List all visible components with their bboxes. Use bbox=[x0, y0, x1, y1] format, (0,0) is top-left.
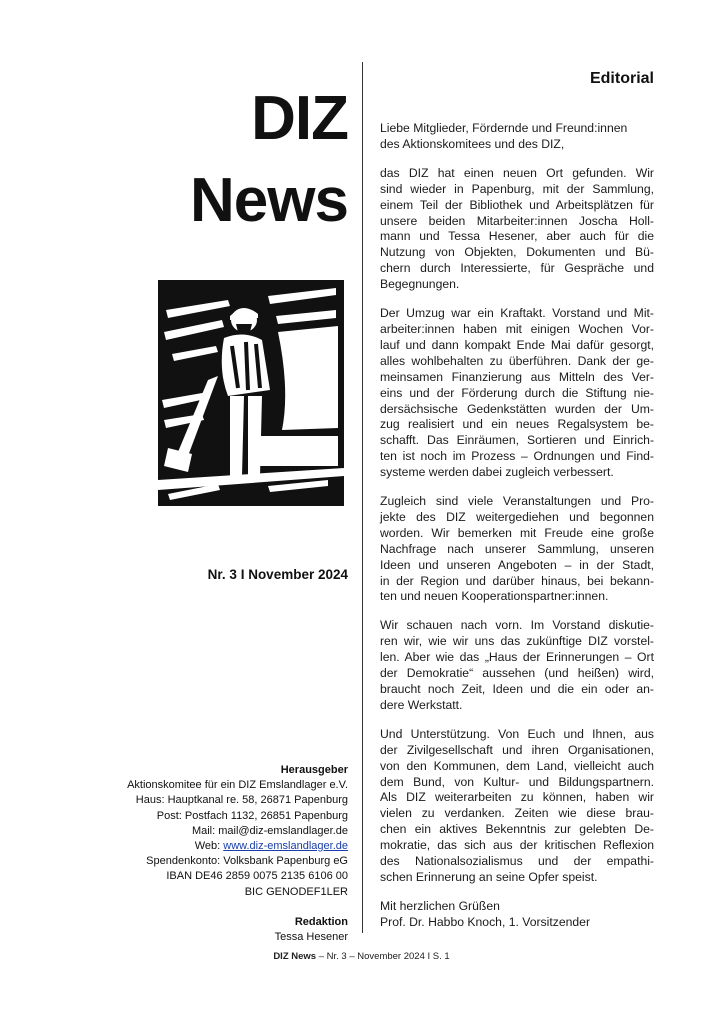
text-line: Nutzung von Objekten, Dokumenten und Bü- bbox=[380, 245, 654, 260]
imprint-web-link[interactable]: www.diz-emslandlager.de bbox=[223, 840, 348, 853]
imprint-label: Herausgeber bbox=[280, 764, 348, 776]
redaktion-name: Tessa Hesener bbox=[274, 931, 348, 944]
imprint-mail: Mail: mail@diz-emslandlager.de bbox=[191, 824, 348, 837]
woodcut-illustration bbox=[158, 280, 344, 506]
paragraph-4 bbox=[380, 618, 654, 713]
text-line: mokratie, das sich aus der kritischen Reflexion bbox=[380, 838, 654, 853]
text-line: Als DIZ weiterarbeiten zu können, haben wir bbox=[380, 790, 654, 805]
text-line: Ideen und unseren Angeboten – in der Stadt, bbox=[380, 557, 654, 572]
text-line: Mit herzlichen Grüßen bbox=[380, 898, 500, 913]
imprint-web-prefix: Web: bbox=[194, 840, 224, 853]
imprint-org: Aktionskomitee für ein DIZ Emslandlager e.V. bbox=[127, 779, 348, 792]
imprint-post: Post: Postfach 1132, 26851 Papenburg bbox=[156, 809, 348, 822]
text-line: chern durch Interessierte, für Gespräche und bbox=[380, 261, 654, 276]
text-line: in der Region und darüber hinaus, bei bekann- bbox=[380, 573, 654, 588]
text-line: ren wir, wie wir uns das zukünftige DIZ vorstel- bbox=[380, 634, 654, 649]
text-line: der Demokratie“ aussehen (und heißen) wird, bbox=[380, 666, 654, 681]
imprint bbox=[88, 763, 348, 945]
text-line: ten ist noch im Prozess – Ordnungen und Find- bbox=[380, 449, 654, 464]
imprint-house: Haus: Hauptkanal re. 58, 26871 Papenburg bbox=[135, 794, 348, 807]
text-line: der Zivilgesellschaft und ihren Organisationen, bbox=[380, 742, 654, 757]
woodcut-figure-icon bbox=[158, 280, 344, 506]
text-line: vielen zu verdanken. Zeiten wie diese brau- bbox=[380, 806, 654, 821]
text-line: alles wohlbehalten zu überführen. Dank der ge- bbox=[380, 353, 654, 368]
text-line: einem Teil der Bibliothek und Arbeitsplätzen für bbox=[380, 197, 654, 212]
text-line: Liebe Mitglieder, Fördernde und Freund:innen bbox=[380, 121, 628, 135]
text-line: Zugleich sind viele Veranstaltungen und Pro- bbox=[380, 494, 654, 509]
text-line: chen ein aktives Bekenntnis zur gelebten De- bbox=[380, 822, 654, 837]
text-line: ten und neuen Kooperationspartner:innen. bbox=[380, 589, 609, 604]
text-line: schafft. Das Einräumen, Sortieren und Einrich- bbox=[380, 433, 654, 448]
text-line: lauf und dann kompakt Ende Mai dafür gesorgt, bbox=[380, 337, 654, 352]
text-line: von den Kommunen, dem Land, vielleicht auch bbox=[380, 758, 654, 773]
text-line: Prof. Dr. Habbo Knoch, 1. Vorsitzender bbox=[380, 914, 591, 929]
paragraph-5 bbox=[380, 727, 654, 886]
text-line: Der Umzug war ein Kraftakt. Vorstand und Mit- bbox=[380, 306, 654, 321]
text-line: len. Aber wie das „Haus der Erinnerungen – Ort bbox=[380, 650, 654, 665]
text-line: mann und Tessa Hesener, aber auch für die bbox=[380, 229, 654, 244]
text-line: dersächsische Gedenkstätten wurden der Um- bbox=[380, 401, 654, 416]
text-line: schen Erinnerung an seine Opfer speist. bbox=[380, 869, 598, 884]
text-line: des Aktionskomitees und des DIZ, bbox=[380, 136, 565, 151]
masthead-line-1: DIZ bbox=[251, 84, 348, 153]
paragraph-2 bbox=[380, 306, 654, 481]
text-line: jekte des DIZ weitergediehen und begonnen bbox=[380, 509, 654, 524]
salutation bbox=[380, 121, 654, 153]
text-line: zug realisiert und ein neues Regalsystem be- bbox=[380, 417, 654, 432]
text-line: braucht noch Zeit, Ideen und die ein oder an- bbox=[380, 682, 654, 696]
paragraph-3 bbox=[380, 494, 654, 605]
left-column bbox=[100, 0, 348, 1024]
imprint-web bbox=[88, 839, 348, 854]
column-divider bbox=[362, 62, 363, 933]
imprint-bic: BIC GENODEF1LER bbox=[244, 885, 348, 898]
text-line: meinsamen Finanzierung aus Mitteln des Ver- bbox=[380, 369, 654, 384]
text-line: sind wieder in Papenburg, mit der Sammlung, bbox=[380, 181, 654, 196]
text-line: arbeiter:innen haben mit einigen Wochen Vor- bbox=[380, 321, 654, 336]
text-line: Und Unterstützung. Von Euch und Ihnen, aus bbox=[380, 726, 654, 741]
text-line: Nachfrage nach unserer Sammlung, unseren bbox=[380, 541, 654, 556]
closing bbox=[380, 899, 654, 931]
issue-number: Nr. 3 I November 2024 bbox=[207, 567, 348, 582]
editorial-letter bbox=[380, 121, 654, 944]
text-line: eins und der Förderung durch die Stiftung nie- bbox=[380, 385, 654, 400]
text-line: das DIZ hat einen neuen Ort gefunden. Wir bbox=[380, 165, 654, 180]
footer-brand: DIZ News bbox=[273, 951, 317, 962]
redaktion-label: Redaktion bbox=[294, 915, 348, 928]
text-line: dem Bund, von Kultur- und Bildungspartnern. bbox=[380, 774, 654, 789]
text-line: des Nationalsozialismus und der empathi- bbox=[380, 854, 654, 869]
section-title: Editorial bbox=[589, 70, 654, 87]
text-line: unsere beiden Mitarbeiter:innen Joscha Holl- bbox=[380, 213, 654, 228]
text-line: systeme werden dabei zugleich verbessert. bbox=[380, 465, 614, 480]
text-line: worden. Wir bemerken mit Freude eine große bbox=[380, 525, 654, 540]
page-footer bbox=[0, 951, 723, 962]
imprint-account: Spendenkonto: Volksbank Papenburg eG bbox=[146, 855, 348, 868]
text-line: Wir schauen nach vorn. Im Vorstand diskutie- bbox=[380, 618, 654, 633]
text-line: dere Werkstatt. bbox=[380, 697, 463, 712]
imprint-iban: IBAN DE46 2859 0075 2135 6106 00 bbox=[166, 870, 348, 883]
footer-info: – Nr. 3 – November 2024 I S. 1 bbox=[316, 951, 450, 962]
text-line: Begegnungen. bbox=[380, 277, 460, 292]
masthead-line-2: News bbox=[190, 166, 348, 235]
paragraph-1 bbox=[380, 166, 654, 293]
